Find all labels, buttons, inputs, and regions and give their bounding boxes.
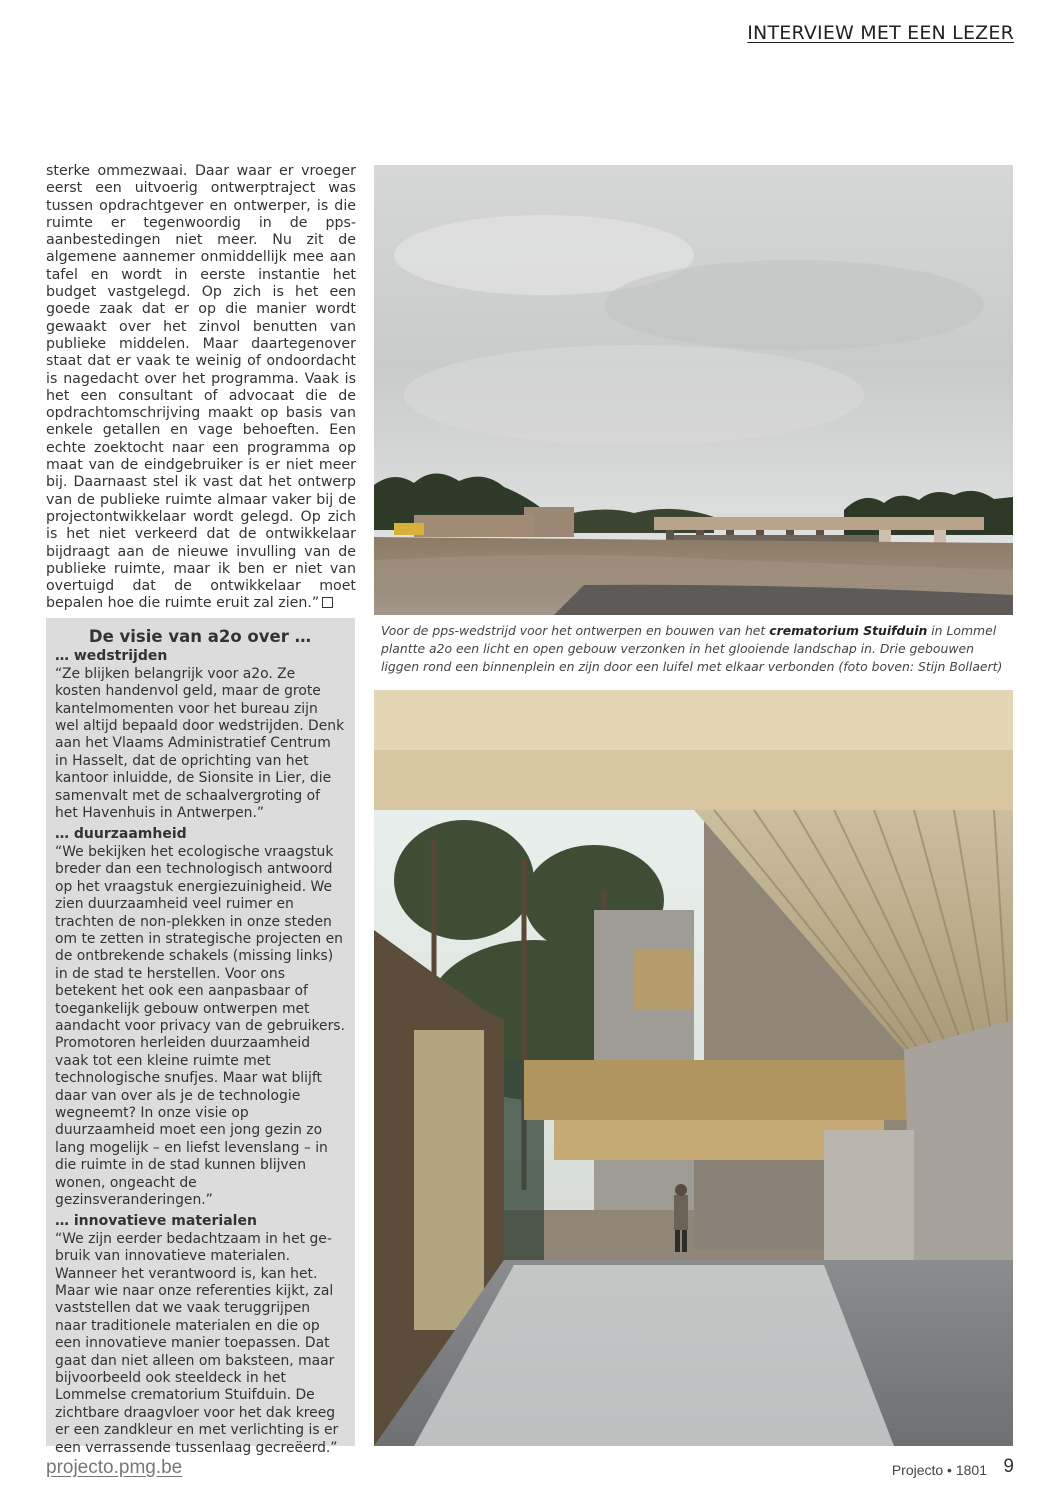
- end-of-article-icon: [322, 597, 333, 608]
- sidebar-heading-wedstrijden: … wedstrijden: [55, 648, 168, 665]
- caption-project-name: crematorium Stuifduin: [769, 623, 928, 638]
- sidebar-title: De visie van a2o over …: [88, 627, 312, 646]
- article-paragraph: sterke ommezwaai. Daar waar er vroeger eerst een uitvoerig ontwerptraject was tussen opdrachtgever en ontwerper, is die ruimte er tegenwoordig in de pps-aanbestedingen niet meer. Nu zit de algemene aannemer onmiddellijk mee aan tafel en wordt in eerste instantie het budget vastgelegd. Op zich is het een goede zaak dat er op die manier wordt gewaakt over het zinvol benutten van publieke middelen. Maar daartegenover staat dat er vaak te weinig of ondoordacht is nagedacht over het programma. Vaak is het een consultant of advocaat die de opdrachtomschrijving maakt op basis van enkele getallen en vage behoeften. Een echte zoektocht naar een programma op maat van de eindgebruiker is er niet meer bij. Daarnaast stel ik vast dat het ontwerp van de publieke ruimte almaar vaker bij de projectontwikkelaar wordt gelegd. Op zich is het niet verkeerd dat de ontwikkelaar bijdraagt aan de nieuwe invulling van de publieke ruimte, maar ik ben er niet van overtuigd dat de ontwikkelaar moet bepalen hoe die ruimte eruit zal zien.”: [46, 163, 356, 612]
- sidebar-heading-duurzaamheid: … duurzaamheid: [55, 826, 187, 843]
- footer-url-link[interactable]: projecto.pmg.be: [46, 1457, 183, 1478]
- sidebar-box: [46, 618, 355, 1456]
- crematorium-courtyard-rendering: [374, 690, 1013, 1446]
- crematorium-exterior-photo: [374, 165, 1013, 615]
- photo-caption: [381, 622, 1009, 676]
- sidebar-heading-innovatieve-materialen: … innovatieve materialen: [55, 1213, 257, 1230]
- caption-text-after: in Lommel plantte a2o een licht en open gebouw verzonken in het glooiende landschap in. Drie gebouwen liggen rond een binnenplein en zijn door een luifel met elkaar verbonden (foto boven: Stijn Bollaert): [381, 623, 1003, 674]
- section-title: INTERVIEW MET EEN LEZER: [747, 22, 1014, 44]
- page-number: 9: [1003, 1456, 1014, 1477]
- sidebar-text-duurzaamheid: “We bekijken het ecologische vraagstuk breder dan een technologisch antwoord op het vraagstuk energiezuinigheid. We zien duurzaamheid veel ruimer en trachten de non-plekken in onze steden om te zetten in strategische projecten en de ontbrekende schakels (missing links) in de stad te herstellen. Voor ons betekent het ook een aanpasbaar of toegankelijk gebouw ontwerpen met aandacht voor privacy van de gebruikers. Promotoren herleiden duurzaamheid vaak tot een kleine ruimte met technologische snufjes. Maar wat blijft daar van over als je de technologie wegneemt? In onze visie op duurzaamheid moet een jong gezin zo lang mogelijk – en liefst levenslang – in die ruimte in de stad kunnen blijven wonen, ongeacht de gezinsveranderingen.”: [55, 843, 345, 1208]
- article-text: [46, 163, 356, 613]
- sidebar-text-innovatieve-materialen: “We zijn eerder bedachtzaam in het gebruik van innovatieve materialen. Wanneer het verantwoord is, kan het. Maar wie naar onze referenties kijkt, zal vaststellen dat we vaak teruggrijpen naar traditionele materialen en die op een innovatieve manier toepassen. Dat gaat dan niet alleen om baksteen, maar bijvoorbeeld ook steeldeck in het Lommelse crematorium Stuifduin. De zichtbare draagvloer voor het dak kreeg er een zandkleur en met verlichting is er een verrassende tussenlaag gecreëerd.”: [55, 1230, 339, 1456]
- caption-text-before: Voor de pps-wedstrijd voor het ontwerpen en bouwen van het: [381, 623, 770, 638]
- sidebar-text-wedstrijden: “Ze blijken belangrijk voor a2o. Ze kosten handenvol geld, maar de grote kantelmomenten voor het bureau zijn wel altijd bepaald door wedstrijden. Denk aan het Vlaams Administratief Centrum in Hasselt, dat de oprichting van het kantoor inluidde, de Sionsite in Lier, die samenvalt met de schaalvergroting of het Havenhuis in Antwerpen.”: [55, 665, 345, 822]
- footer-publication: Projecto • 1801: [891, 1462, 987, 1478]
